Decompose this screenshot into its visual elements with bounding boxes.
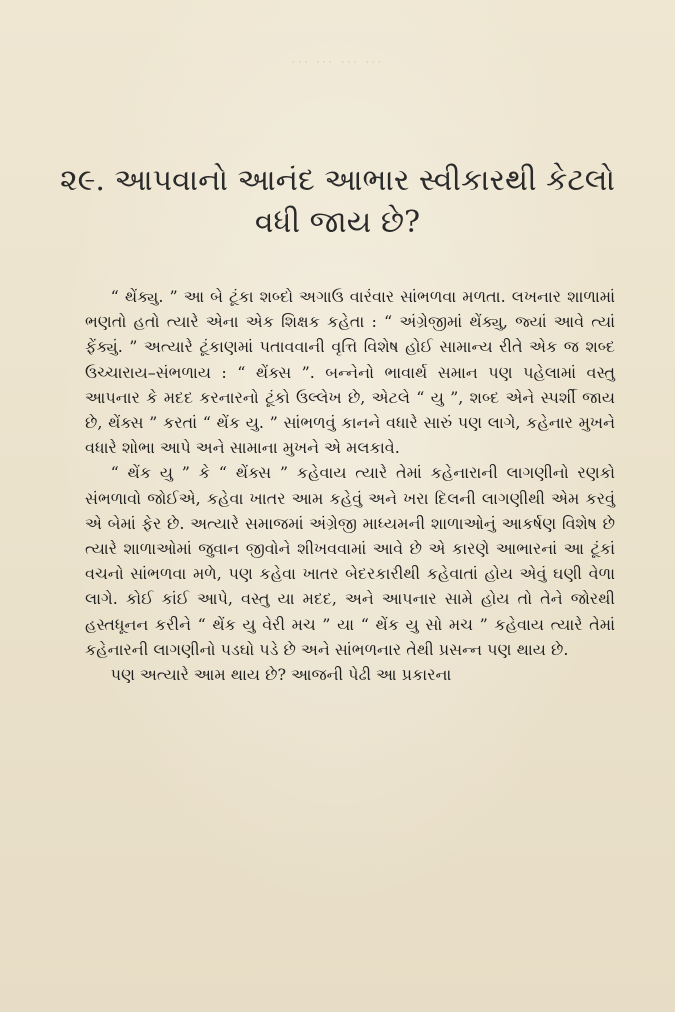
- paragraph-3: પણ અત્યારે આમ થાય છે? આજની પેઢી આ પ્રકારના: [110, 665, 452, 685]
- bleed-through-text: ... ... ... ...: [291, 52, 384, 67]
- chapter-title-line-2: વધી જાય છે?: [254, 205, 421, 240]
- paragraph-1: “ થેંક્યુ. ” આ બે ટૂંકા શબ્દો અગાઉ વારંવાર સાંભળવા મળતા. લખનાર શાળામાં ભણતો હતો ત્યારે એના એક શિક્ષક કહેતા : “ અંગ્રેજીમાં થેંક્યુ, જ્યાં આવે ત્યાં ફેંક્યું. ” અત્યારે ટૂંકાણમાં પતાવવાની વૃત્તિ વિશેષ હોઈ સામાન્ય રીતે એક જ શબ્દ ઉચ્ચારાય–સંભળાય : “ થેંક્સ ”. બન્નેનો ભાવાર્થ સમાન પણ પહેલામાં વસ્તુ આપનાર કે મદદ કરનારનો ટૂંકો ઉલ્લેખ છે, એટલે “ યુ ”, શબ્દ એને સ્પર્શી જાય છે, થેંક્સ ” કરતાં “ થેંક યુ. ” સાંભળવું કાનને વધારે સારું પણ લાગે, કહેનાર મુખને વધારે શોભા આપે અને સામાના મુખને એ મલકાવે.: [85, 287, 615, 458]
- chapter-body: [85, 284, 615, 687]
- chapter-title-line-1: ૨૯. આપવાનો આનંદ આભાર સ્વીકારથી કેટલો: [60, 163, 615, 198]
- paragraph-2: “ થેંક યુ ” કે “ થેંક્સ ” કહેવાય ત્યારે તેમાં કહેનારાની લાગણીનો રણકો સંભળાવો જોઈએ, કહેવા ખાતર આમ કહેવું અને ખરા દિલની લાગણીથી એમ કરવું એ બેમાં ફેર છે. અત્યારે સમાજમાં અંગ્રેજી માધ્યમની શાળાઓનું આકર્ષણ વિશેષ છે ત્યારે શાળાઓમાં જુવાન જીવોને શીખવવામાં આવે છે એ કારણે આભારનાં આ ટૂંકાં વચનો સાંભળવા મળે, પણ કહેવા ખાતર બેદરકારીથી કહેવાતાં હોય એવું ઘણી વેળા લાગે. કોઈ કાંઈ આપે, વસ્તુ યા મદદ, અને આપનાર સામે હોય તો તેને જોરથી હસ્તધૂનન કરીને “ થેંક યુ વેરી મચ ” યા “ થેંક યુ સો મચ ” કહેવાય ત્યારે તેમાં કહેનારની લાગણીનો પડઘો પડે છે અને સાંભળનાર તેથી પ્રસન્ન પણ થાય છે.: [85, 463, 615, 659]
- chapter-title: [60, 160, 615, 244]
